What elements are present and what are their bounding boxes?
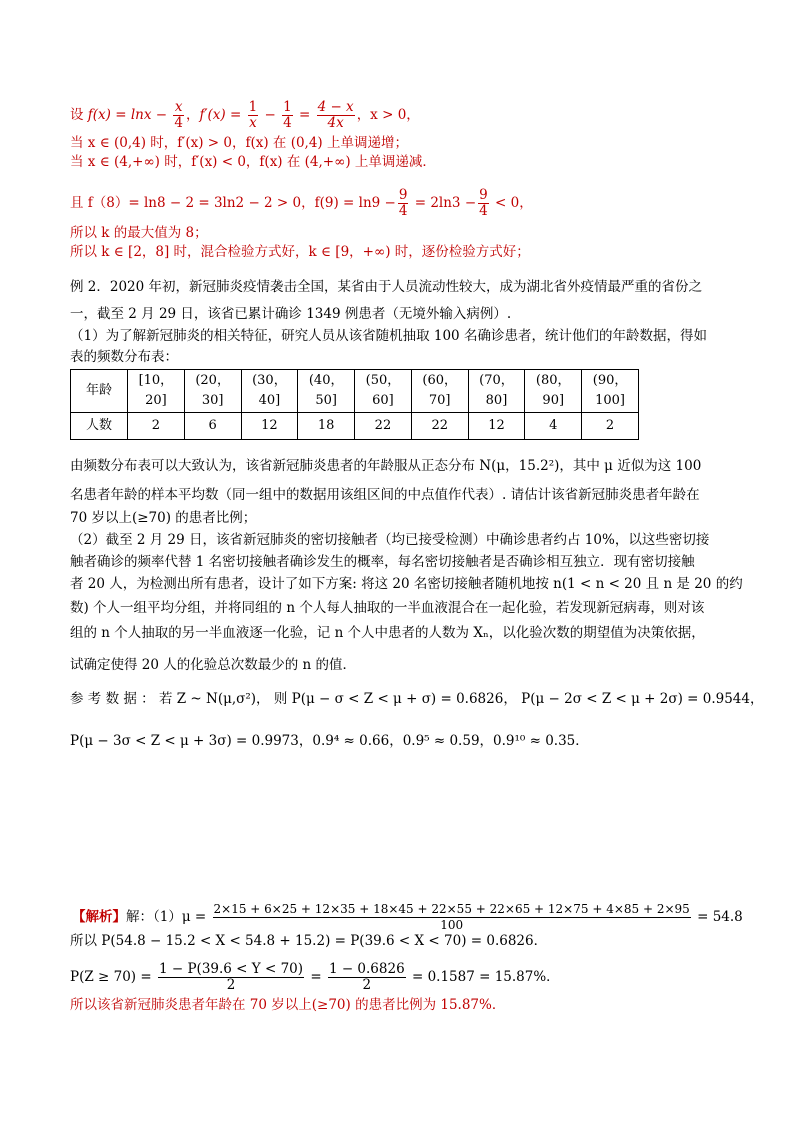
solution-line-4: 所以该省新冠肺炎患者年龄在 70 岁以上(≥70) 的患者比例为 15.87%． (70, 997, 506, 1013)
fraction: $\frac{x}{4}$ (174, 99, 183, 131)
table-cell: 2 (582, 413, 639, 440)
table-cell: 22 (411, 413, 468, 440)
example-paragraph: 由频数分布表可以大致认为，该省新冠肺炎患者的年龄服从正态分布 N(μ，15.2²)，其中 μ 近似为这 100 (70, 458, 702, 474)
table-cell: 22 (355, 413, 412, 440)
analysis-tag: 【解析】 (72, 909, 126, 925)
reference-data: 参 考 数 据 ： 若 Z ~ N(μ,σ²)， 则 P(μ − σ < Z < μ + σ) = 0.6826， P(μ − 2σ < Z < μ + 2σ) = 0.9544， (70, 691, 764, 707)
reference-data: P(μ − 3σ < Z < μ + 3σ) = 0.9973，0.9⁴ ≈ 0.66，0.9⁵ ≈ 0.59，0.9¹⁰ ≈ 0.35． (70, 733, 589, 749)
example-paragraph: 表的频数分布表： (70, 349, 178, 365)
row-header-count: 人数 (71, 413, 128, 440)
derivation-line-1: 设 f(x) = lnx − $\frac{x}{4}$ ，f′(x) = $\frac{1}{x}$ − $\frac{1}{4}$ = $\frac{4 - x}{4x}$ ，x > 0， (70, 99, 420, 131)
fraction: $\frac{9}{4}$ (398, 187, 408, 219)
table-row (71, 370, 639, 413)
table-cell: 6 (184, 413, 241, 440)
derivation-line-6: 所以 k ∈ [2，8] 时，混合检验方式好，k ∈ [9，+∞) 时，逐份检验方式好； (70, 244, 530, 260)
fprime-definition: f′(x) = (199, 107, 242, 123)
derivation-line-5: 所以 k 的最大值为 8； (70, 225, 208, 241)
table-cell: 12 (468, 413, 525, 440)
table-cell: (40， 50] (298, 370, 355, 413)
example-paragraph: 例 2．2020 年初，新冠肺炎疫情袭击全国，某省由于人员流动性较大，成为湖北省外疫情最严重的省份之 (70, 279, 703, 295)
fraction: $\frac{9}{4}$ (479, 187, 488, 219)
fraction: $\frac{1 - P(39.6 < Y < 70)}{2}$ (158, 961, 304, 993)
derivation-prefix: 设 (70, 107, 88, 123)
table-cell: 18 (298, 413, 355, 440)
table-cell: 4 (525, 413, 582, 440)
table-cell: 12 (241, 413, 298, 440)
example-paragraph: 者 20 人，为检测出所有患者，设计了如下方案: 将这 20 名密切接触者随机地按 n(1 < n < 20 且 n 是 20 的约 (70, 576, 743, 592)
table-cell: (20， 30] (184, 370, 241, 413)
example-paragraph: 一，截至 2 月 29 日，该省已累计确诊 1349 例患者（无境外输入病例）. (70, 306, 512, 322)
table-cell: 2 (128, 413, 185, 440)
solution-line-3: P(Z ≥ 70) = $\frac{1 - P(39.6 < Y < 70)}{2}$ = $\frac{1 - 0.6826}{2}$ = 0.1587 = 15.87%． (70, 961, 560, 993)
table-cell: (30， 40] (241, 370, 298, 413)
solution-line-2: 所以 P(54.8 − 15.2 < X < 54.8 + 15.2) = P(39.6 < X < 70) = 0.6826． (70, 933, 548, 949)
example-paragraph: （2）截至 2 月 29 日，该省新冠肺炎的密切接触者（均已接受检测）中确诊患者约占 10%，以这些密切接 (70, 532, 710, 548)
example-paragraph: 名患者年龄的样本平均数（同一组中的数据用该组区间的中点值作代表）. 请估计该省新冠肺炎患者年龄在 (70, 487, 700, 503)
table-cell: (90， 100] (582, 370, 639, 413)
example-paragraph: 数) 个人一组平均分组，并将同组的 n 个人每人抽取的一半血液混合在一起化验，若发现新冠病毒，则对该 (70, 600, 705, 616)
table-cell: (60， 70] (411, 370, 468, 413)
fraction: $\frac{1}{x}$ (248, 99, 258, 131)
table-cell: (50， 60] (355, 370, 412, 413)
table-row (71, 413, 639, 440)
example-paragraph: 试确定使得 20 人的化验总次数最少的 n 的值． (70, 657, 357, 673)
mean-fraction: 2×15 + 6×25 + 12×35 + 18×45 + 22×55 + 22×65 + 12×75 + 4×85 + 2×95 100 (213, 902, 690, 932)
derivation-line-2: 当 x ∈ (0,4) 时，f′(x) > 0，f(x) 在 (0,4) 上单调递增； (70, 135, 408, 151)
example-paragraph: 70 岁以上(≥70) 的患者比例； (70, 510, 257, 526)
row-header-age: 年龄 (71, 370, 128, 413)
fraction: $\frac{1 - 0.6826}{2}$ (328, 961, 405, 993)
fraction: $\frac{1}{4}$ (283, 99, 292, 131)
table-cell: (80， 90] (525, 370, 582, 413)
example-paragraph: 组的 n 个人抽取的另一半血液逐一化验，记 n 个人中患者的人数为 Xₙ，以化验次数的期望值为决策依据， (70, 625, 705, 641)
table-cell: (70， 80] (468, 370, 525, 413)
derivation-line-4: 且 f（8）= ln8 − 2 = 3ln2 − 2 > 0，f(9) = ln9 − $\frac{9}{4}$ = 2ln3 − $\frac{9}{4}$ < 0， (70, 187, 533, 219)
example-paragraph: （1）为了解新冠肺炎的相关特征，研究人员从该省随机抽取 100 名确诊患者，统计他们的年龄数据，得如 (70, 328, 707, 344)
solution-line-1: 【解析】解：（1）μ = 2×15 + 6×25 + 12×35 + 18×45 + 22×55 + 22×65 + 12×75 + 4×85 + 2×95 100 = 54.8 (72, 902, 743, 932)
f-definition: f(x) = lnx − (87, 107, 168, 123)
example-paragraph: 触者确诊的频率代替 1 名密切接触者确诊发生的概率，每名密切接触者是否确诊相互独立．现有密切接触 (70, 554, 695, 570)
table-cell: [10， 20] (128, 370, 185, 413)
frequency-table (70, 369, 639, 440)
fraction: $\frac{4 - x}{4x}$ (317, 99, 354, 131)
derivation-line-3: 当 x ∈ (4,+∞) 时，f′(x) < 0，f(x) 在 (4,+∞) 上单调递减． (70, 154, 436, 170)
